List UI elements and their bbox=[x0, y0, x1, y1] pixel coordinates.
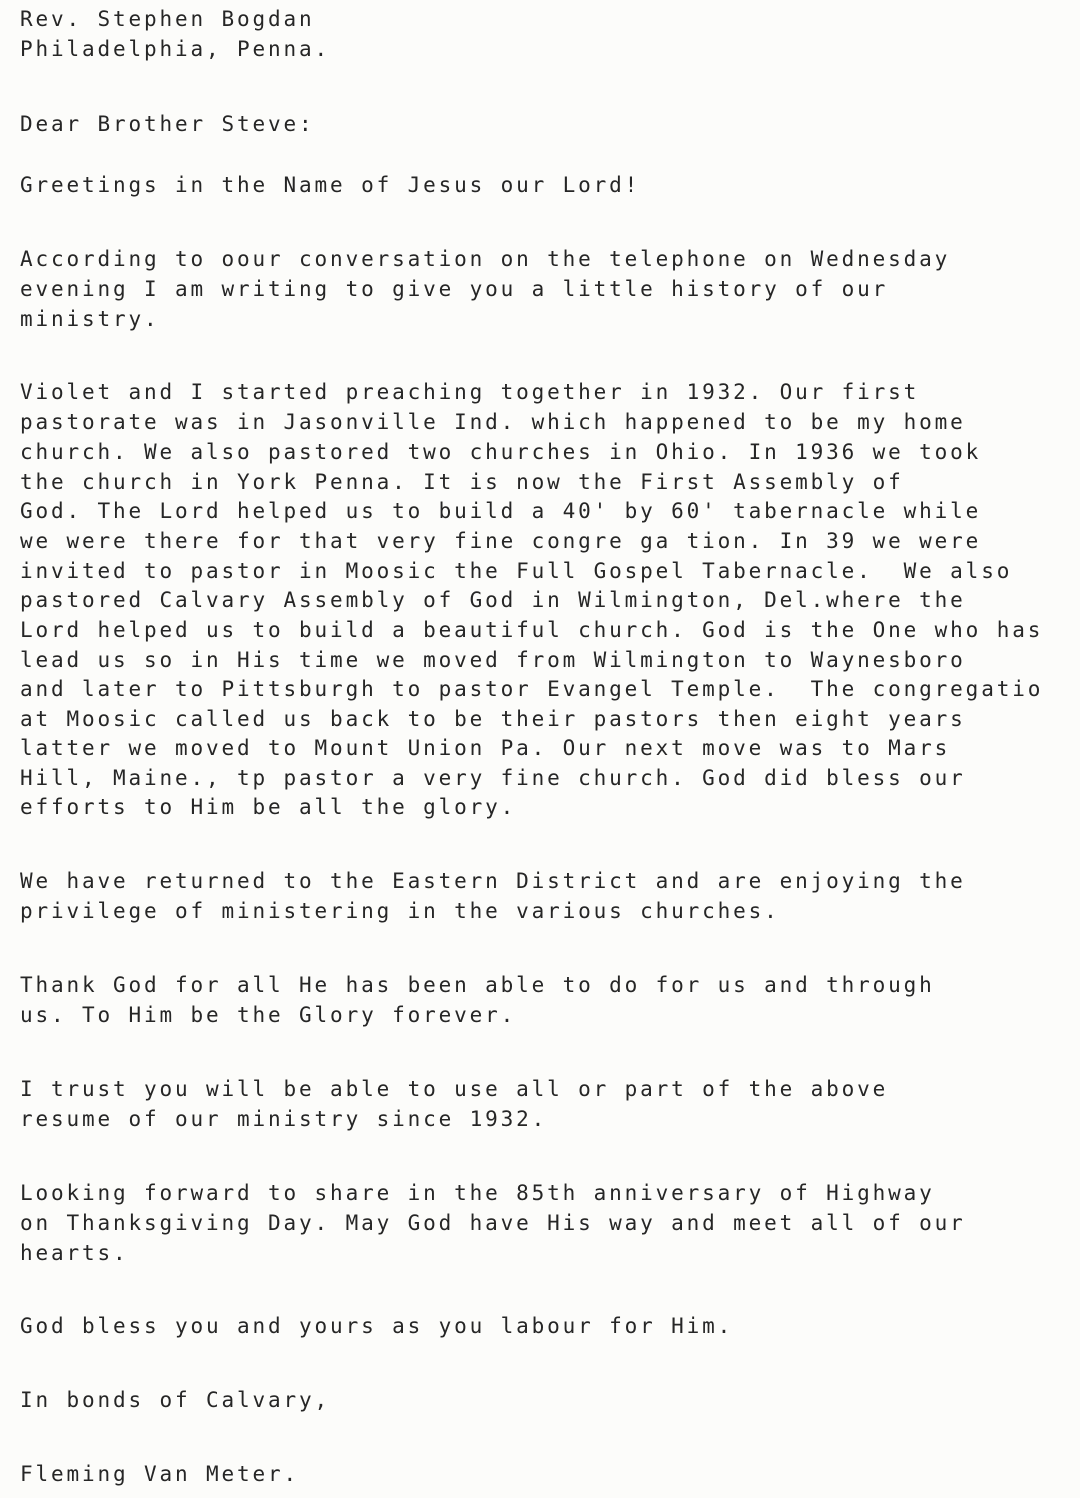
body-line: us. To Him be the Glory forever. bbox=[20, 1003, 517, 1027]
body-line: invited to pastor in Moosic the Full Gospel Tabernacle. We also bbox=[20, 559, 1013, 583]
body-line: We have returned to the Eastern District and are enjoying the bbox=[20, 869, 966, 893]
body-line: ministry. bbox=[20, 307, 160, 331]
body-line: Hill, Maine., tp pastor a very fine church. God did bless our bbox=[20, 766, 966, 790]
closing: In bonds of Calvary, bbox=[20, 1388, 331, 1412]
body-line: the church in York Penna. It is now the First Assembly of bbox=[20, 470, 904, 494]
body-line: pastored Calvary Assembly of God in Wilmington, Del.where the bbox=[20, 588, 966, 612]
body-line: Looking forward to share in the 85th anniversary of Highway bbox=[20, 1181, 935, 1205]
body-line: Thank God for all He has been able to do for us and through bbox=[20, 973, 935, 997]
body-line: God bless you and yours as you labour for Him. bbox=[20, 1314, 734, 1338]
body-line: evening I am writing to give you a little history of our bbox=[20, 277, 889, 301]
body-line: latter we moved to Mount Union Pa. Our next move was to Mars bbox=[20, 736, 951, 760]
body-line: resume of our ministry since 1932. bbox=[20, 1107, 548, 1131]
recipient-name: Rev. Stephen Bogdan bbox=[20, 7, 315, 31]
body-line: God. The Lord helped us to build a 40' by 60' tabernacle while bbox=[20, 499, 982, 523]
body-line: we were there for that very fine congre ga tion. In 39 we were bbox=[20, 529, 982, 553]
body-line: Violet and I started preaching together in 1932. Our first bbox=[20, 380, 920, 404]
body-line: pastorate was in Jasonville Ind. which happened to be my home bbox=[20, 410, 966, 434]
signature: Fleming Van Meter. bbox=[20, 1462, 300, 1486]
body-line: I trust you will be able to use all or part of the above bbox=[20, 1077, 889, 1101]
body-line: hearts. bbox=[20, 1241, 129, 1265]
body-line: on Thanksgiving Day. May God have His way and meet all of our bbox=[20, 1211, 966, 1235]
body-line: lead us so in His time we moved from Wilmington to Waynesboro bbox=[20, 648, 966, 672]
body-line: and later to Pittsburgh to pastor Evangel Temple. The congregatio bbox=[20, 677, 1044, 701]
body-line: privilege of ministering in the various churches. bbox=[20, 899, 780, 923]
body-line: According to oour conversation on the telephone on Wednesday bbox=[20, 247, 951, 271]
body-line: efforts to Him be all the glory. bbox=[20, 795, 517, 819]
greeting: Greetings in the Name of Jesus our Lord! bbox=[20, 173, 641, 197]
body-line: church. We also pastored two churches in Ohio. In 1936 we took bbox=[20, 440, 982, 464]
recipient-city: Philadelphia, Penna. bbox=[20, 37, 331, 61]
salutation: Dear Brother Steve: bbox=[20, 112, 315, 136]
body-line: at Moosic called us back to be their pastors then eight years bbox=[20, 707, 966, 731]
body-line: Lord helped us to build a beautiful church. God is the One who has bbox=[20, 618, 1044, 642]
